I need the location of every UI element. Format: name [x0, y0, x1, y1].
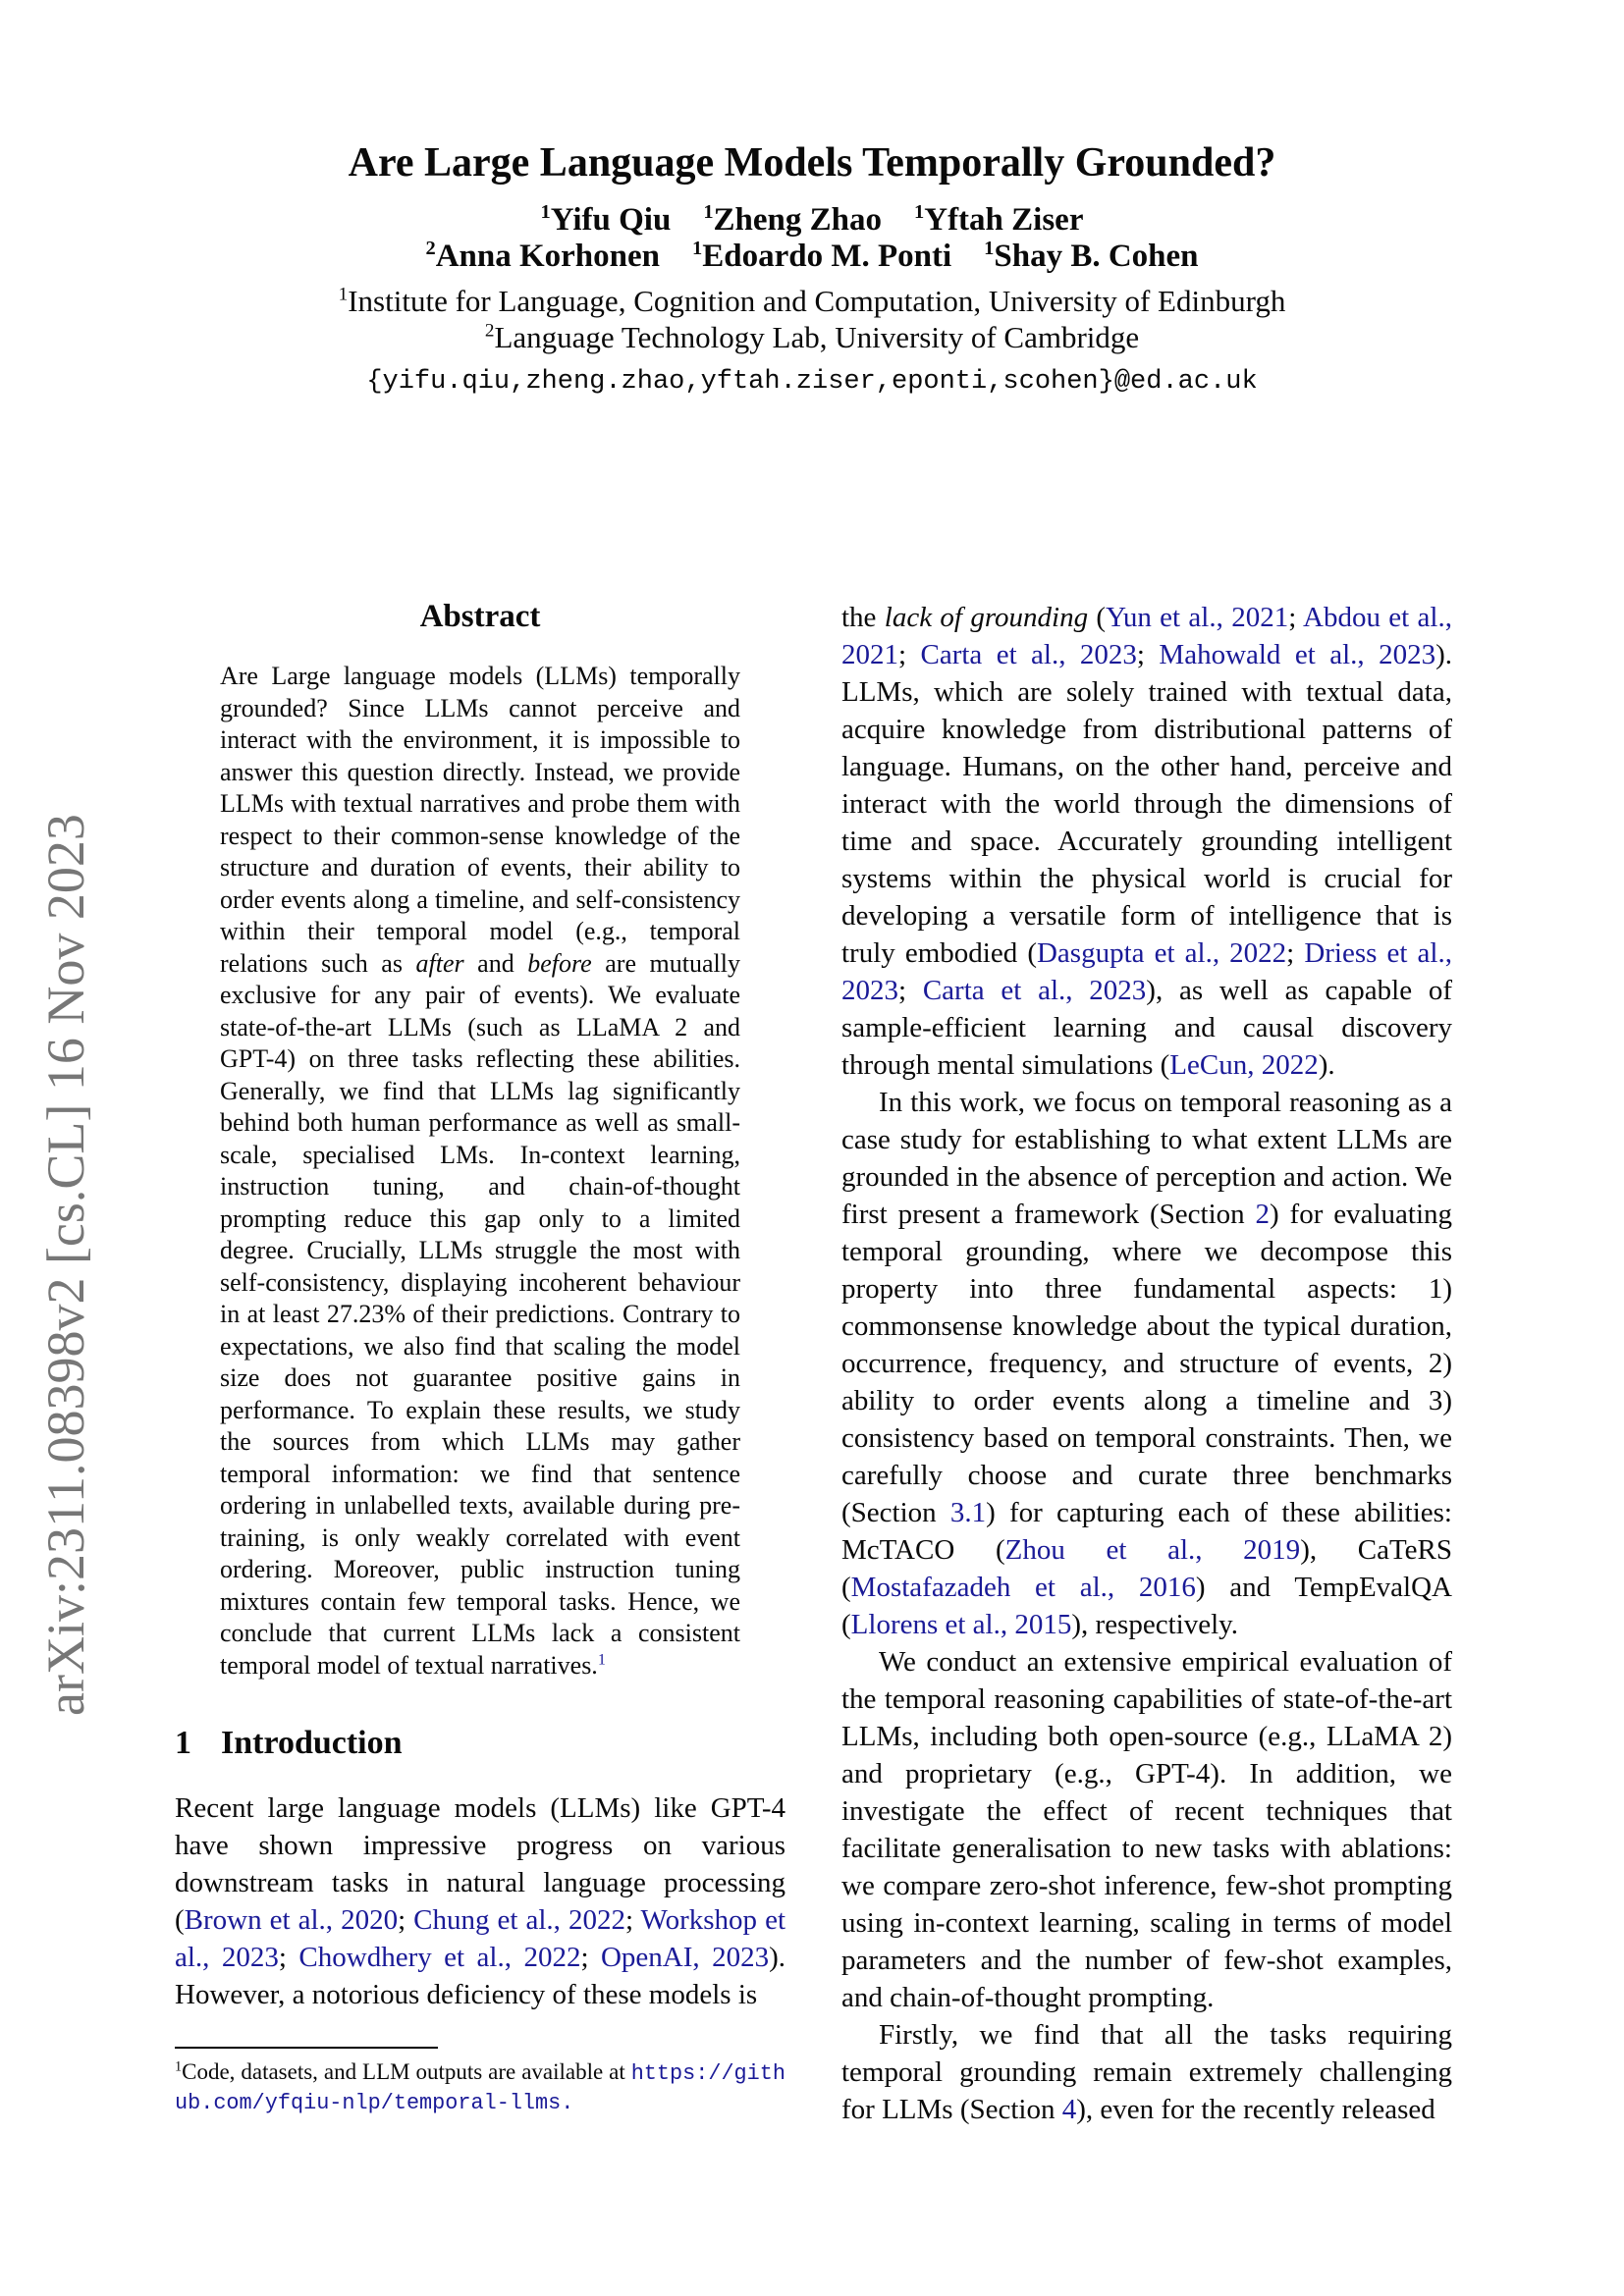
inline-link[interactable]: 3.1	[949, 1497, 987, 1528]
text-segment: Code, datasets, and LLM outputs are available at	[182, 2059, 631, 2084]
inline-link[interactable]: Mostafazadeh et al., 2016	[850, 1572, 1196, 1603]
text-segment: ;	[278, 1942, 299, 1973]
text-segment: 2	[484, 320, 495, 342]
text-segment: are mutually exclusive for any pair of events). We evaluate state-of-the-art LLMs (such as LLaMA 2 and GPT-4) on three tasks reflecting these abilities. Generally, we find that LLMs lag significantly behind both human performance as well as small-scale, specialised LMs. In-context learning, instruction tuning, and chain-of-thought prompting reduce this gap only to a limited degree. Crucially, LLMs struggle the most with self-consistency, displaying incoherent behaviour in at least 27.23% of their predictions. Contrary to expectations, we also find that scaling the model size does not guarantee positive gains in performance. To explain these results, we study the sources from which LLMs may gather temporal information: we find that sentence ordering in unlabelled texts, available during pre-training, is only weakly correlated with event ordering. Moreover, public instruction tuning mixtures contain few temporal tasks. Hence, we conclude that current LLMs lack a consistent temporal model of textual narratives.	[220, 948, 740, 1680]
text-segment: 1	[175, 2058, 183, 2075]
affiliation-1	[0, 283, 1624, 319]
footnote	[175, 2047, 785, 2117]
inline-link[interactable]: Llorens et al., 2015	[850, 1609, 1072, 1640]
inline-link[interactable]: LeCun, 2022	[1169, 1049, 1319, 1081]
body-paragraph-grounding	[841, 599, 1452, 1084]
right-column	[841, 599, 1452, 2128]
text-segment: 1	[692, 238, 703, 259]
text-segment: ), CaTeRS (	[841, 1534, 1453, 1603]
text-segment: before	[527, 948, 592, 978]
inline-link[interactable]: 2	[1255, 1199, 1271, 1230]
text-segment: ), as well as capable of sample-efficient learning and causal discovery through mental simulations (	[841, 975, 1452, 1081]
text-segment: (	[1088, 602, 1107, 633]
text-segment	[951, 239, 984, 274]
inline-link[interactable]: 4	[1061, 2094, 1077, 2125]
inline-link[interactable]: Carta et al., 2023	[920, 639, 1137, 670]
inline-link[interactable]: Chung et al., 2022	[413, 1904, 625, 1936]
text-segment	[671, 202, 703, 238]
authors-line-1	[0, 202, 1624, 239]
paper-header	[0, 0, 1624, 397]
text-segment: Are Large language models (LLMs) temporally grounded? Since LLMs cannot perceive and interact with the environment, it is impossible to answer this question directly. Instead, we provide LLMs with textual narratives and probe them with respect to their common-sense knowledge of the structure and duration of events, their ability to order events along a timeline, and self-consistency within their temporal model (e.g., temporal relations such as	[220, 662, 740, 978]
text-segment: lack of grounding	[884, 602, 1089, 633]
text-segment: Language Technology Lab, University of Cambridge	[494, 320, 1140, 354]
text-segment: 1	[540, 201, 551, 223]
text-segment: ) for evaluating temporal grounding, where we decompose this property into three fundamental aspects: 1) commonsense knowledge about the typical duration, occurrence, frequency, and structure of events, 2) ability to order events along a timeline and 3) consistency based on temporal constraints. Then, we carefully choose and curate three benchmarks (Section	[841, 1199, 1453, 1528]
text-segment	[882, 202, 914, 238]
text-segment: ;	[398, 1904, 414, 1936]
text-segment: Recent large language models (LLMs) like GPT-4 have shown impressive progress on various downstream tasks in natural language processing (	[175, 1792, 785, 1936]
text-segment: 1	[338, 284, 349, 305]
text-segment: after	[415, 948, 464, 978]
inline-link[interactable]: Yun et al., 2021	[1106, 602, 1289, 633]
abstract-heading: Abstract	[419, 599, 541, 634]
inline-link[interactable]: Chowdhery et al., 2022	[298, 1942, 581, 1973]
page-title: Are Large Language Models Temporally Grounded?	[348, 140, 1276, 186]
inline-link[interactable]: Workshop et al., 2023	[175, 1904, 785, 1973]
text-segment: Edoardo M. Ponti	[702, 239, 952, 274]
text-segment: Firstly, we find that all the tasks requiring temporal grounding remain extremely challenging for LLMs (Section	[841, 2019, 1452, 2125]
text-segment: Yifu Qiu	[550, 202, 672, 238]
text-segment: Yftah Ziser	[924, 202, 1084, 238]
authors-line-2	[0, 239, 1624, 275]
text-segment: ;	[624, 1904, 641, 1936]
arxiv-watermark: arXiv:2311.08398v2 [cs.CL] 16 Nov 2023	[36, 814, 95, 1716]
authors-email: {yifu.qiu,zheng.zhao,yftah.ziser,eponti,scohen}@ed.ac.uk	[366, 367, 1258, 397]
text-segment: 2	[425, 238, 436, 259]
text-segment: In this work, we focus on temporal reasoning as a case study for establishing to what extent LLMs are grounded in the absence of perception and action. We first present a framework (Section	[841, 1087, 1452, 1230]
text-segment: ;	[1136, 639, 1160, 670]
inline-link[interactable]: Driess et al., 2023	[841, 937, 1452, 1006]
text-segment	[660, 239, 692, 274]
inline-link[interactable]: Carta et al., 2023	[922, 975, 1147, 1006]
body-paragraph-findings	[841, 2016, 1452, 2128]
abstract-text	[220, 661, 740, 1682]
text-segment: ;	[1286, 937, 1305, 969]
text-segment: Shay B. Cohen	[994, 239, 1199, 274]
text-segment: 1	[914, 201, 925, 223]
inline-link[interactable]: https://github.com/yfqiu-nlp/temporal-llms.	[175, 2061, 785, 2115]
text-segment: ). LLMs, which are solely trained with textual data, acquire knowledge from distributional patterns of language. Humans, on the other hand, perceive and interact with the world through the dimensions of time and space. Accurately grounding intelligent systems within the physical world is crucial for developing a versatile form of intelligence that is truly embodied (	[841, 639, 1452, 969]
left-column	[175, 599, 785, 2117]
text-segment: We conduct an extensive empirical evaluation of the temporal reasoning capabilities of state-of-the-art LLMs, including both open-source (e.g., LLaMA 2) and proprietary (e.g., GPT-4). In addition, we investigate the effect of recent techniques that facilitate generalisation to new tasks with ablations: we compare zero-shot inference, few-shot prompting using in-context learning, scaling in terms of model parameters and the number of few-shot examples, and chain-of-thought prompting.	[841, 1646, 1452, 2013]
affiliations-block	[0, 283, 1624, 355]
text-segment: ;	[898, 975, 923, 1006]
inline-link[interactable]: Dasgupta et al., 2022	[1036, 937, 1287, 969]
inline-link[interactable]: Mahowald et al., 2023	[1159, 639, 1436, 670]
section-heading-introduction	[175, 1725, 785, 1762]
text-segment: ), respectively.	[1071, 1609, 1238, 1640]
inline-link[interactable]: 1	[597, 1650, 606, 1668]
text-segment: Institute for Language, Cognition and Computation, University of Edinburgh	[348, 284, 1286, 318]
authors-block	[0, 202, 1624, 275]
inline-link[interactable]: Zhou et al., 2019	[1004, 1534, 1301, 1566]
text-segment: ), even for the recently released	[1076, 2094, 1435, 2125]
footnote-text	[175, 2059, 785, 2113]
body-paragraph-framework	[841, 1084, 1452, 1643]
text-segment: ;	[1288, 602, 1303, 633]
text-segment: 1	[703, 201, 714, 223]
text-segment: the	[841, 602, 885, 633]
text-segment: Zheng Zhao	[713, 202, 883, 238]
section-number: 1	[175, 1725, 191, 1761]
intro-paragraph	[175, 1789, 785, 2013]
inline-link[interactable]: Abdou et al., 2021	[841, 602, 1452, 670]
text-segment: ) and TempEvalQA (	[841, 1572, 1452, 1640]
text-segment: 1	[984, 238, 995, 259]
inline-link[interactable]: Brown et al., 2020	[184, 1904, 399, 1936]
body-paragraph-evaluation	[841, 1643, 1452, 2016]
footnote-rule	[175, 2047, 438, 2049]
text-segment: ;	[898, 639, 921, 670]
text-segment: ).	[1318, 1049, 1335, 1081]
section-title: Introduction	[221, 1725, 403, 1761]
inline-link[interactable]: OpenAI, 2023	[600, 1942, 770, 1973]
text-segment: ;	[580, 1942, 601, 1973]
text-segment: ) for capturing each of these abilities: McTACO (	[841, 1497, 1452, 1566]
text-segment: and	[463, 948, 528, 978]
text-segment: ). However, a notorious deficiency of these models is	[175, 1942, 785, 2010]
text-segment: Anna Korhonen	[435, 239, 660, 274]
affiliation-2	[0, 319, 1624, 355]
